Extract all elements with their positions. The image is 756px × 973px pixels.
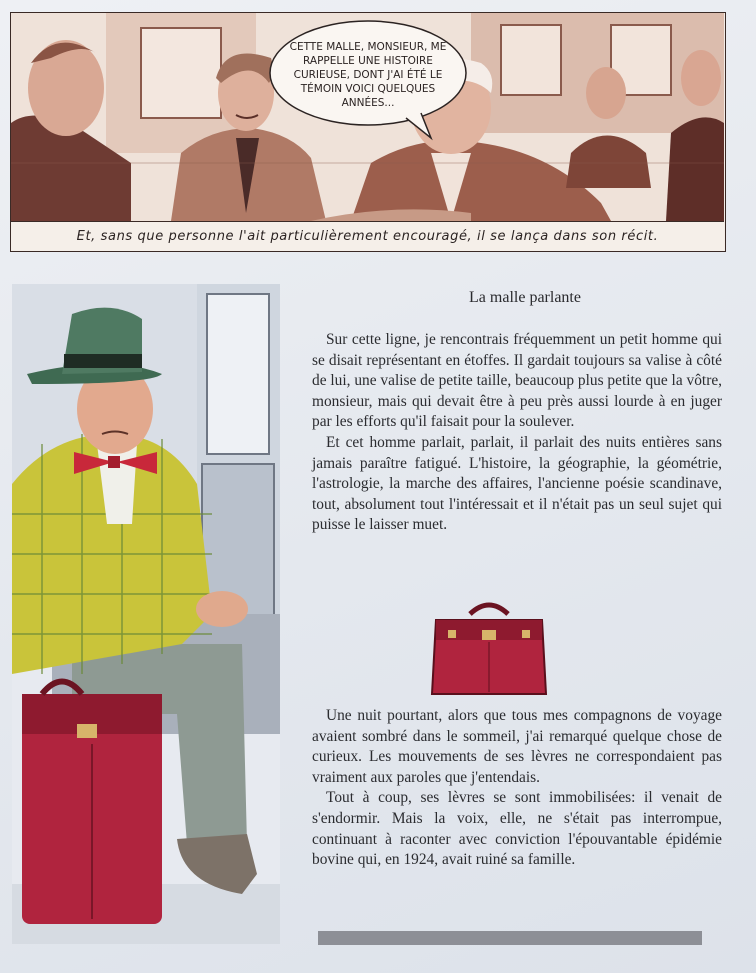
story-text-top (312, 330, 722, 536)
story-title: La malle parlante (469, 289, 581, 306)
seated-salesman-illustration (12, 284, 280, 944)
decorative-rule (318, 931, 702, 945)
story-paragraph: Sur cette ligne, je rencontrais fréquemment un petit homme qui se disait représentant en étoffes. Il gardait toujours sa valise à côté de lui, une valise de petite taille, beaucoup plus petite que la vôtre, monsieur, mais qui devait être à peu près aussi lourde à en juger par les efforts qu'il faisait pour la soulever. (312, 331, 722, 431)
speech-balloon (273, 25, 463, 125)
story-text-bottom (312, 706, 722, 871)
story-paragraph: Une nuit pourtant, alors que tous mes compagnons de voyage avaient sombré dans le sommeil, j'ai remarqué quelque chose de curieux. Les mouvements de ses lèvres ne correspondaient pas vraiment aux paroles que j'entendais. (312, 707, 722, 786)
speech-balloon-text: CETTE MALLE, MONSIEUR, ME RAPPELLE UNE HISTOIRE CURIEUSE, DONT J'AI ÉTÉ LE TÉMOIN VOICI QUELQUES ANNÉES... (289, 41, 447, 109)
story-paragraph: Tout à coup, ses lèvres se sont immobilisées: il venait de s'endormir. Mais la voix, elle, ne s'était pas interrompue, continuant à raconter avec conviction l'épouvantable épidémie bovine qui, en 1924, avait ruiné sa famille. (312, 789, 722, 869)
comic-panel (10, 12, 726, 252)
red-valise-illustration (430, 596, 548, 700)
comic-caption-box (11, 221, 724, 251)
story-paragraph: Et cet homme parlait, parlait, il parlait des nuits entières sans jamais paraître fatigué. L'histoire, la géographie, la géométrie, l'astrologie, la marche des affaires, l'ancienne poésie scandinave, tout, absolument tout l'intéressait et il n'était pas un seul sujet qui puisse le laisser muet. (312, 433, 722, 534)
comic-caption: Et, sans que personne l'ait particulièrement encouragé, il se lança dans son récit. (76, 229, 659, 244)
